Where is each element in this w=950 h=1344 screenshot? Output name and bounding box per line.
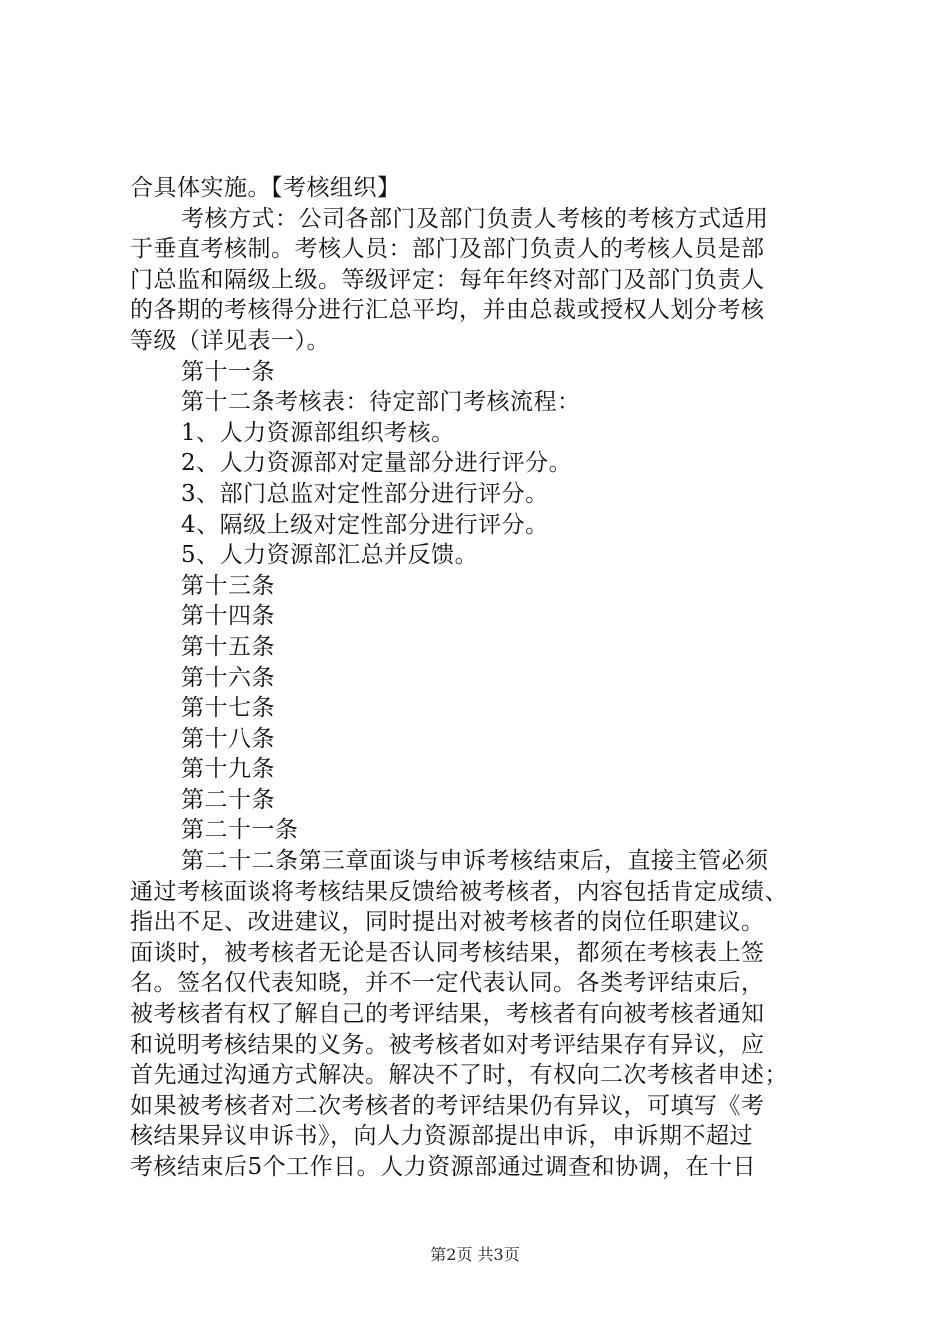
text-line: 第十三条	[181, 572, 275, 599]
text-line: 第二十二条第三章面谈与申诉考核结束后，直接主管必须	[181, 848, 769, 875]
text-line: 被考核者有权了解自己的考评结果，考核者有向被考核者通知	[130, 1001, 765, 1028]
text-line: 第十二条考核表：待定部门考核流程：	[181, 389, 581, 416]
text-line: 考核结束后5个工作日。人力资源部通过调查和协调，在十日	[130, 1154, 757, 1180]
text-line: 核结果异议申诉书》，向人力资源部提出申诉，申诉期不超过	[130, 1123, 753, 1150]
text-line: 第十八条	[181, 725, 275, 752]
text-line: 门总监和隔级上级。等级评定：每年年终对部门及部门负责人	[130, 266, 765, 293]
text-line: 第二十一条	[181, 817, 299, 844]
text-line: 第十四条	[181, 603, 275, 630]
text-line: 等级（详见表一）。	[130, 327, 330, 354]
text-line: 第十六条	[181, 664, 275, 691]
page-number: 第2页 共3页	[430, 1245, 520, 1264]
text-line: 通过考核面谈将考核结果反馈给被考核者，内容包括肯定成绩、	[130, 878, 788, 905]
text-line: 5、人力资源部汇总并反馈。	[181, 542, 479, 569]
page-footer	[0, 1245, 950, 1265]
text-line: 指出不足、改进建议，同时提出对被考核者的岗位任职建议。	[130, 909, 765, 936]
text-line: 第十九条	[181, 756, 275, 783]
text-line: 合具体实施。【考核组织】	[130, 175, 401, 201]
text-line: 名。签名仅代表知晓，并不一定代表认同。各类考评结束后，	[130, 970, 765, 997]
text-line: 和说明考核结果的义务。被考核者如对考评结果存有异议，应	[130, 1031, 765, 1058]
text-line: 2、人力资源部对定量部分进行评分。	[181, 450, 573, 477]
text-line: 4、隔级上级对定性部分进行评分。	[181, 511, 549, 538]
text-line: 于垂直考核制。考核人员：部门及部门负责人的考核人员是部	[130, 236, 765, 263]
text-line: 考核方式：公司各部门及部门负责人考核的考核方式适用	[181, 205, 769, 232]
text-line: 第十一条	[181, 358, 275, 385]
text-line: 第十七条	[181, 695, 275, 722]
text-line: 如果被考核者对二次考核者的考评结果仍有异议，可填写《考	[130, 1092, 765, 1119]
text-line: 面谈时，被考核者无论是否认同考核结果，都须在考核表上签	[130, 939, 765, 966]
text-line: 第十五条	[181, 633, 275, 660]
text-line: 3、部门总监对定性部分进行评分。	[181, 480, 549, 507]
text-line: 的各期的考核得分进行汇总平均，并由总裁或授权人划分考核	[130, 297, 765, 324]
text-line: 第二十条	[181, 786, 275, 813]
text-line: 1、人力资源部组织考核。	[181, 419, 455, 446]
text-line: 首先通过沟通方式解决。解决不了时，有权向二次考核者申述；	[130, 1062, 788, 1089]
document-body	[130, 173, 830, 1183]
